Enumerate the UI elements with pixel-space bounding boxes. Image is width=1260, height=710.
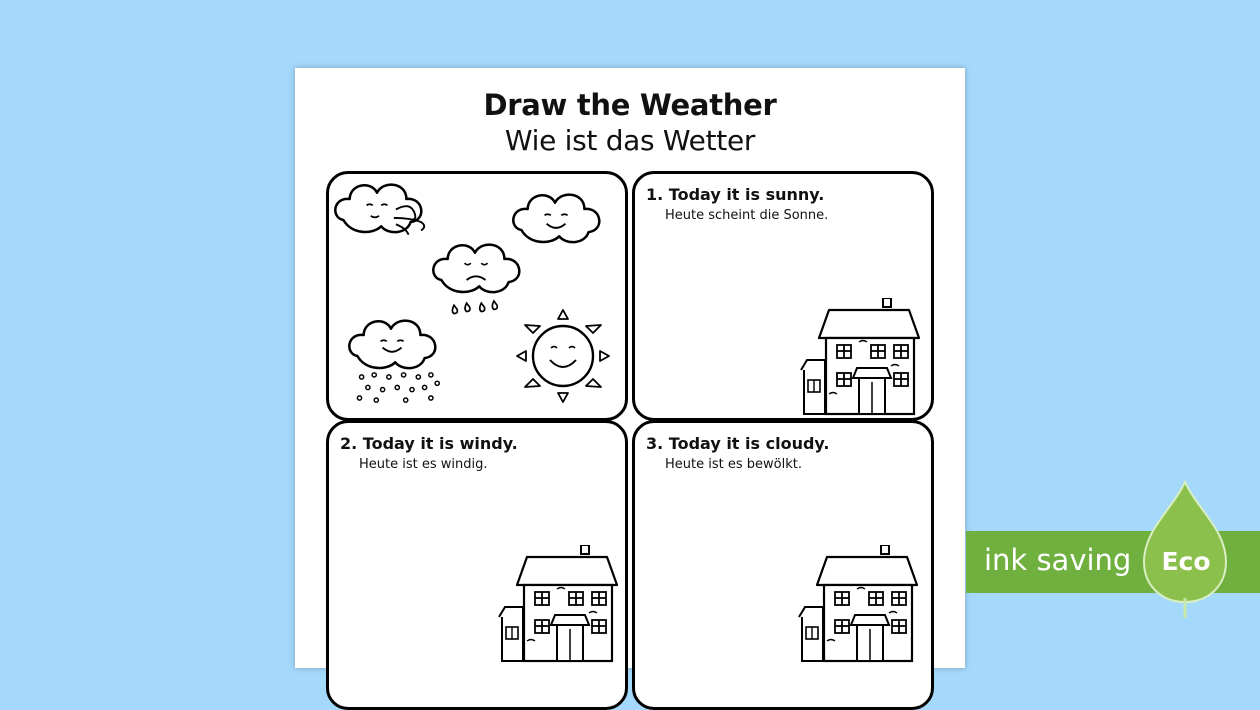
worksheet-title: Draw the Weather — [483, 88, 777, 122]
weather-illustrations — [329, 174, 625, 418]
weather-pictures-panel — [326, 171, 628, 421]
house-icon — [497, 545, 621, 665]
worksheet-subtitle: Wie ist das Wetter — [504, 124, 756, 157]
house-icon — [797, 545, 921, 665]
ink-saving-label: ink saving — [984, 543, 1132, 577]
sun-icon — [517, 310, 609, 402]
panel-heading: 2. Today it is windy. — [340, 434, 518, 453]
panel-translation: Heute scheint die Sonne. — [665, 208, 829, 223]
eco-label: Eco — [1161, 547, 1211, 576]
panel-translation: Heute ist es windig. — [359, 457, 488, 472]
snow-cloud-icon — [349, 321, 439, 403]
worksheet-page — [295, 68, 965, 668]
sunny-drawing-panel[interactable] — [632, 171, 934, 421]
panel-heading: 3. Today it is cloudy. — [646, 434, 830, 453]
cloudy-drawing-panel[interactable] — [632, 420, 934, 710]
house-icon — [799, 298, 923, 418]
panel-translation: Heute ist es bewölkt. — [665, 457, 802, 472]
panel-heading: 1. Today it is sunny. — [646, 185, 825, 204]
happy-cloud-icon — [513, 195, 599, 243]
windy-cloud-icon — [335, 185, 424, 235]
windy-drawing-panel[interactable] — [326, 420, 628, 710]
rain-cloud-icon — [433, 245, 519, 314]
